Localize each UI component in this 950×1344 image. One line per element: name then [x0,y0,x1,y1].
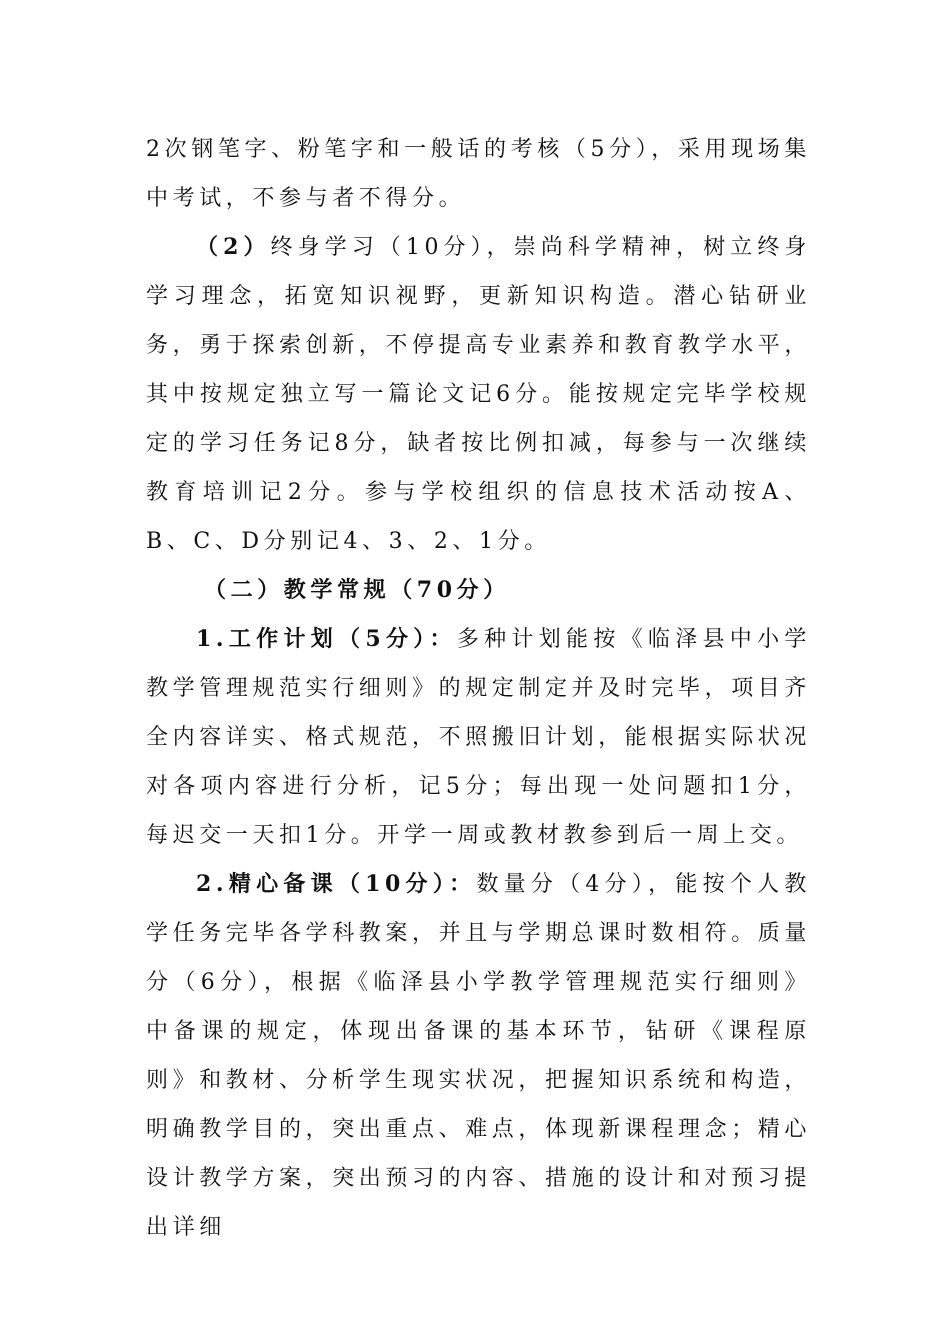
paragraph-lead: （2） [196,234,271,260]
section-heading-text: （二）教学常规（70分） [204,577,510,603]
paragraph-text: 多种计划能按《临泽县中小学教学管理规范实行细则》的规定制定并及时完毕，项目齐全内容详实、格式规范，不照搬旧计划，能根据实际状况对各项内容进行分析，记5分；每出现一处问题扣1分，每迟交一天扣1分。开学一周或教材教参到后一周上交。 [146,627,812,848]
paragraph-continuation [146,125,811,223]
paragraph-text: 终身学习（10分），崇尚科学精神，树立终身学习理念，拓宽知识视野，更新知识构造。潜心钻研业务，勇于探索创新，不停提高专业素养和教育教学水平，其中按规定独立写一篇论文记6分。能按规定完毕学校规定的学习任务记8分，缺者按比例扣减，每参与一次继续教育培训记2分。参与学校组织的信息技术活动按A、B、C、D分别记4、3、2、1分。 [146,235,812,554]
paragraph-text: 2次钢笔字、粉笔字和一般话的考核（5分），采用现场集中考试，不参与者不得分。 [146,137,811,211]
paragraph-lifelong-learning [146,223,811,566]
document-body [146,125,811,1252]
paragraph-lead: 1.工作计划（5分）： [196,626,457,652]
paragraph-lesson-prep [146,860,811,1252]
paragraph-lead: 2.精心备课（10分）： [196,871,477,897]
section-heading-teaching-routine [146,566,811,615]
paragraph-work-plan [146,615,811,860]
paragraph-text: 数量分（4分），能按个人教学任务完毕各学科教案，并且与学期总课时数相符。质量分（6分），根据《临泽县小学教学管理规范实行细则》中备课的规定，体现出备课的基本环节，钻研《课程原则》和教材、分析学生现实状况，把握知识系统和构造，明确教学目的，突出重点、难点，体现新课程理念；精心设计教学方案，突出预习的内容、措施的设计和对预习提出详细 [146,872,812,1240]
